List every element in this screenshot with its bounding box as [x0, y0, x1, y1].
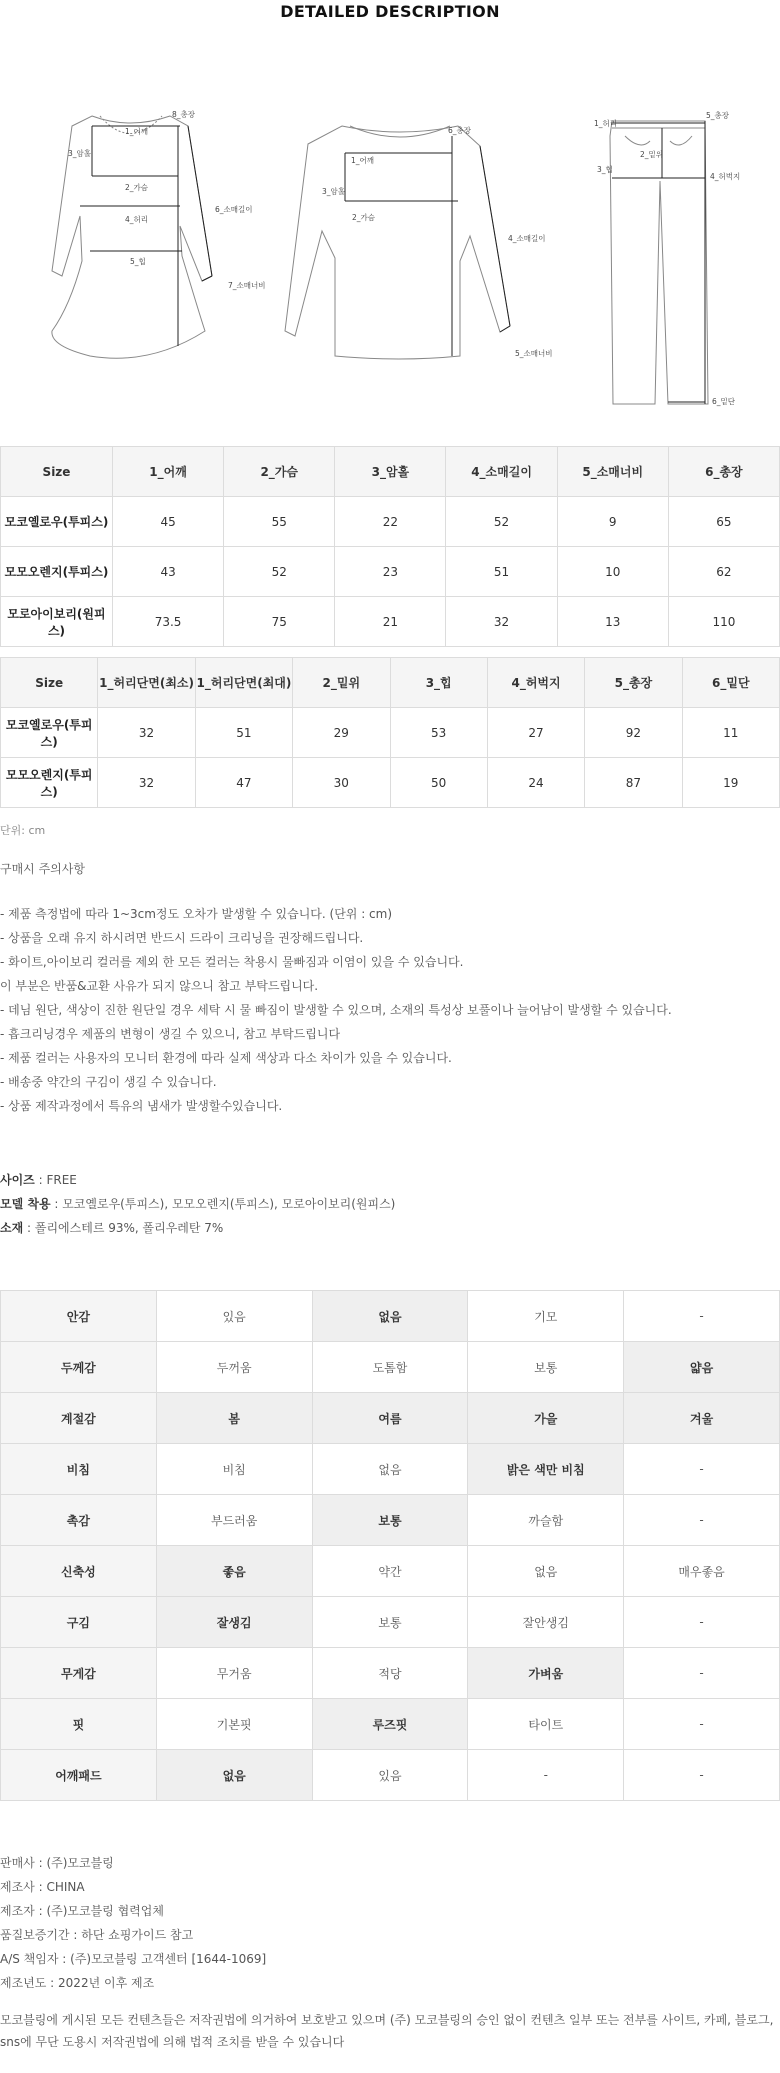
attribute-name: 구김 [1, 1597, 157, 1648]
attribute-option: - [624, 1291, 780, 1342]
spec-model [0, 1192, 780, 1216]
table-header-cell: 4_허벅지 [487, 658, 584, 708]
caution-notes [0, 902, 780, 1118]
attribute-option: 보통 [312, 1495, 468, 1546]
top-label-5: 5_소매너비 [515, 349, 553, 358]
attribute-option: 기본핏 [156, 1699, 312, 1750]
table-cell: 51 [446, 547, 557, 597]
table-header-row [1, 658, 780, 708]
table-cell: 13 [557, 597, 668, 647]
table-header-cell: 1_허리단면(최소) [98, 658, 195, 708]
attribute-option: 봄 [156, 1393, 312, 1444]
table-cell: 29 [293, 708, 390, 758]
pants-diagram [610, 121, 708, 404]
table-header-cell: 1_어깨 [113, 447, 224, 497]
attribute-option: 두꺼움 [156, 1342, 312, 1393]
info-line: 판매사 : (주)모코블링 [0, 1856, 114, 1870]
attribute-option: 잘생김 [156, 1597, 312, 1648]
attribute-option: 잘안생김 [468, 1597, 624, 1648]
page-title: DETAILED DESCRIPTION [280, 2, 500, 21]
table-cell: 32 [98, 758, 195, 808]
caution-title: 구매시 주의사항 [0, 862, 85, 876]
dress-label-3: 3_암홀 [68, 149, 92, 158]
attribute-option: 비침 [156, 1444, 312, 1495]
spec-value: : 모코옐로우(투피스), 모모오렌지(투피스), 모로아이보리(원피스) [50, 1197, 396, 1211]
attribute-option: 루즈핏 [312, 1699, 468, 1750]
table-cell: 23 [335, 547, 446, 597]
attribute-option: 가을 [468, 1393, 624, 1444]
info-line: 품질보증기간 : 하단 쇼핑가이드 참고 [0, 1928, 194, 1942]
dress-label-6: 6_소매길이 [215, 205, 253, 214]
copyright-notice: 모코블링에 게시된 모든 컨텐츠들은 저작권법에 의거하여 보호받고 있으며 (주) 모코블링의 승인 없이 컨텐츠 일부 또는 전부를 사이트, 카페, 블로그, sns에 무단 도용시 저작권법에 의해 법적 조치를 받을 수 있습니다 [0, 2013, 774, 2049]
table-cell: 110 [668, 597, 779, 647]
attribute-name: 신축성 [1, 1546, 157, 1597]
table-row-header: 모코옐로우(투피스) [1, 708, 98, 758]
table-header-cell: 3_암홀 [335, 447, 446, 497]
info-line: A/S 책임자 : (주)모코블링 고객센터 [1644-1069] [0, 1952, 267, 1966]
table-header-cell: 3_힙 [390, 658, 487, 708]
spec-label: 모델 착용 [0, 1197, 51, 1211]
table-cell: 52 [224, 547, 335, 597]
table-cell: 22 [335, 497, 446, 547]
attribute-row [1, 1546, 780, 1597]
table-cell: 32 [98, 708, 195, 758]
info-line: 제조년도 : 2022년 이후 제조 [0, 1976, 155, 1990]
table-row [1, 708, 780, 758]
table-row [1, 597, 780, 647]
table-cell: 52 [446, 497, 557, 547]
attribute-option: 도톰함 [312, 1342, 468, 1393]
top-label-4: 4_소매길이 [508, 234, 546, 243]
attribute-option: - [624, 1750, 780, 1801]
attribute-option: 없음 [312, 1291, 468, 1342]
attribute-row [1, 1342, 780, 1393]
attribute-row [1, 1495, 780, 1546]
seller-info [0, 1851, 780, 1995]
attribute-option: 적당 [312, 1648, 468, 1699]
attribute-option: - [624, 1648, 780, 1699]
spec-label: 소재 [0, 1221, 24, 1235]
attribute-option: 얇음 [624, 1342, 780, 1393]
attribute-row [1, 1393, 780, 1444]
table-header-row [1, 447, 780, 497]
table-cell: 87 [585, 758, 682, 808]
dress-label-5: 5_힙 [130, 257, 146, 266]
attribute-option: 좋음 [156, 1546, 312, 1597]
attribute-option: 밝은 색만 비침 [468, 1444, 624, 1495]
table-header-cell: 5_소매너비 [557, 447, 668, 497]
table-cell: 50 [390, 758, 487, 808]
caution-note: - 제품 컬러는 사용자의 모니터 환경에 따라 실제 색상과 다소 차이가 있을 수 있습니다. [0, 1051, 452, 1065]
table-row [1, 497, 780, 547]
table-header-cell: Size [1, 658, 98, 708]
table-cell: 32 [446, 597, 557, 647]
table-header-cell: 2_가슴 [224, 447, 335, 497]
table-cell: 92 [585, 708, 682, 758]
attribute-name: 계절감 [1, 1393, 157, 1444]
top-label-1: 1_어깨 [351, 156, 375, 165]
attribute-name: 촉감 [1, 1495, 157, 1546]
attribute-option: 있음 [312, 1750, 468, 1801]
table-cell: 10 [557, 547, 668, 597]
spec-value: : FREE [34, 1173, 77, 1187]
dress-label-1: 1_어깨 [125, 127, 149, 136]
top-label-3: 3_암홀 [322, 187, 346, 196]
caution-note: - 화이트,아이보리 컬러를 제외 한 모든 컬러는 착용시 물빠짐과 이염이 있을 수 있습니다. [0, 955, 464, 969]
attribute-option: 무거움 [156, 1648, 312, 1699]
attribute-option: 보통 [468, 1342, 624, 1393]
attribute-option: 까슬함 [468, 1495, 624, 1546]
attribute-row [1, 1648, 780, 1699]
table-row [1, 547, 780, 597]
table-row-header: 모모오렌지(투피스) [1, 547, 113, 597]
pants-label-6: 6_밑단 [712, 397, 736, 406]
attribute-option: 겨울 [624, 1393, 780, 1444]
attribute-option: - [624, 1597, 780, 1648]
attribute-option: 있음 [156, 1291, 312, 1342]
spec-size [0, 1168, 780, 1192]
attribute-option: 매우좋음 [624, 1546, 780, 1597]
attribute-name: 어깨패드 [1, 1750, 157, 1801]
attribute-option: 부드러움 [156, 1495, 312, 1546]
attribute-row [1, 1597, 780, 1648]
attribute-name: 비침 [1, 1444, 157, 1495]
table-cell: 9 [557, 497, 668, 547]
table-cell: 24 [487, 758, 584, 808]
table-cell: 43 [113, 547, 224, 597]
attribute-option: 여름 [312, 1393, 468, 1444]
attribute-option: - [624, 1495, 780, 1546]
table-cell: 45 [113, 497, 224, 547]
spec-label: 사이즈 [0, 1173, 35, 1187]
size-table-bottom [0, 657, 780, 808]
caution-note: - 상품 제작과정에서 특유의 냄새가 발생할수있습니다. [0, 1099, 283, 1113]
measurement-diagram-svg [0, 26, 780, 446]
table-cell: 21 [335, 597, 446, 647]
table-row [1, 758, 780, 808]
table-gap [0, 647, 780, 657]
attribute-name: 핏 [1, 1699, 157, 1750]
table-header-cell: 6_밑단 [682, 658, 779, 708]
table-header-cell: 5_총장 [585, 658, 682, 708]
attribute-option: 없음 [312, 1444, 468, 1495]
measurement-diagrams [0, 26, 780, 446]
top-label-6: 6_총장 [448, 126, 472, 135]
pants-label-1: 1_허리 [594, 119, 618, 128]
product-specs [0, 1168, 780, 1240]
table-cell: 55 [224, 497, 335, 547]
table-cell: 51 [195, 708, 292, 758]
info-line: 제조사 : CHINA [0, 1880, 85, 1894]
attribute-option: - [624, 1444, 780, 1495]
attribute-option: 없음 [468, 1546, 624, 1597]
attribute-option: 기모 [468, 1291, 624, 1342]
attribute-option: 없음 [156, 1750, 312, 1801]
attribute-name: 안감 [1, 1291, 157, 1342]
attribute-option: 가벼움 [468, 1648, 624, 1699]
table-header-cell: 1_허리단면(최대) [195, 658, 292, 708]
unit-note: 단위: cm [0, 824, 46, 837]
caution-note: - 흡크리닝경우 제품의 변형이 생길 수 있으니, 참고 부탁드립니다 [0, 1027, 341, 1041]
pants-label-5: 5_총장 [706, 111, 730, 120]
table-cell: 47 [195, 758, 292, 808]
table-header-cell: 2_밑위 [293, 658, 390, 708]
dress-label-2: 2_가슴 [125, 183, 149, 192]
table-cell: 30 [293, 758, 390, 808]
spec-value: : 폴리에스테르 93%, 폴리우레탄 7% [23, 1221, 224, 1235]
top-diagram [285, 126, 510, 359]
attribute-option: 타이트 [468, 1699, 624, 1750]
table-row-header: 모코옐로우(투피스) [1, 497, 113, 547]
attribute-option: - [624, 1699, 780, 1750]
attribute-option: 약간 [312, 1546, 468, 1597]
table-cell: 27 [487, 708, 584, 758]
caution-note: - 배송중 약간의 구김이 생길 수 있습니다. [0, 1075, 217, 1089]
dress-label-4: 4_허리 [125, 215, 149, 224]
attribute-name: 무게감 [1, 1648, 157, 1699]
pants-label-4: 4_허벅지 [710, 172, 741, 181]
caution-note: - 제품 측정법에 따라 1~3cm정도 오차가 발생할 수 있습니다. (단위 : cm) [0, 907, 393, 921]
top-label-2: 2_가슴 [352, 213, 376, 222]
table-cell: 53 [390, 708, 487, 758]
caution-note: - 데님 원단, 색상이 진한 원단일 경우 세탁 시 물 빠짐이 발생할 수 있으며, 소재의 특성상 보풀이나 늘어남이 발생할 수 있습니다. [0, 1003, 672, 1017]
attribute-name: 두께감 [1, 1342, 157, 1393]
spec-material [0, 1216, 780, 1240]
size-table-top [0, 446, 780, 647]
info-line: 제조자 : (주)모코블링 협력업체 [0, 1904, 164, 1918]
attribute-row [1, 1291, 780, 1342]
dress-label-7: 7_소매너비 [228, 281, 266, 290]
table-cell: 62 [668, 547, 779, 597]
attribute-row [1, 1444, 780, 1495]
dress-label-8: 8_총장 [172, 110, 196, 119]
attribute-table [0, 1290, 780, 1801]
attribute-row [1, 1699, 780, 1750]
pants-label-2: 2_밑위 [640, 150, 664, 159]
attribute-row [1, 1750, 780, 1801]
caution-note: - 상품을 오래 유지 하시려면 반드시 드라이 크리닝을 권장해드립니다. [0, 931, 364, 945]
table-cell: 19 [682, 758, 779, 808]
caution-note: 이 부분은 반품&교환 사유가 되지 않으니 참고 부탁드립니다. [0, 979, 319, 993]
table-header-cell: Size [1, 447, 113, 497]
table-row-header: 모로아이보리(원피스) [1, 597, 113, 647]
pants-label-3: 3_힙 [597, 165, 613, 174]
table-header-cell: 4_소매길이 [446, 447, 557, 497]
table-header-cell: 6_총장 [668, 447, 779, 497]
attribute-option: 보통 [312, 1597, 468, 1648]
table-cell: 73.5 [113, 597, 224, 647]
table-cell: 75 [224, 597, 335, 647]
table-cell: 11 [682, 708, 779, 758]
table-row-header: 모모오렌지(투피스) [1, 758, 98, 808]
table-cell: 65 [668, 497, 779, 547]
attribute-option: - [468, 1750, 624, 1801]
